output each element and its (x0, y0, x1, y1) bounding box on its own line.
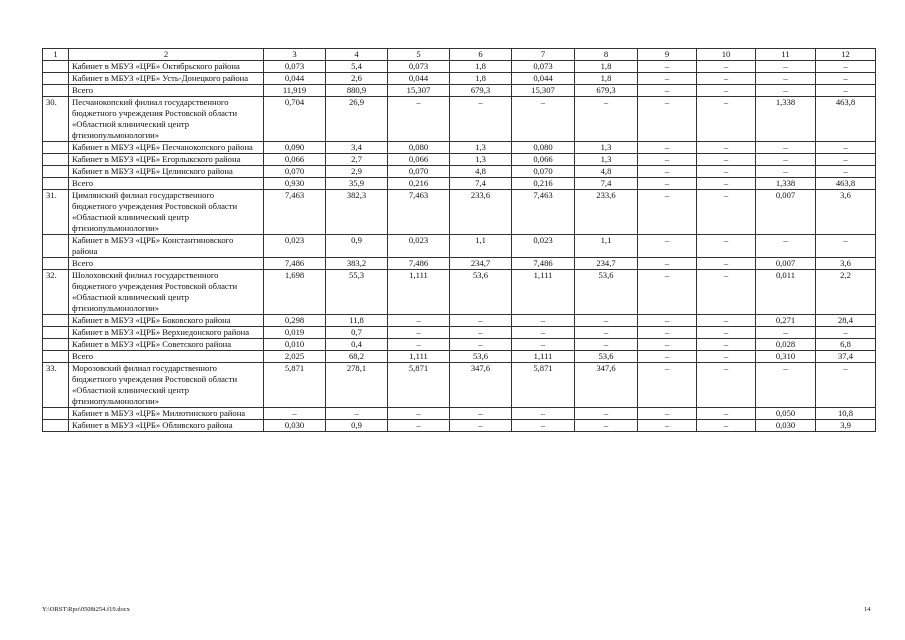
institution-name: Всего (69, 85, 264, 97)
value-cell: 383,2 (326, 258, 388, 270)
row-number: 30. (43, 97, 69, 142)
value-cell: 1,8 (575, 61, 638, 73)
value-cell: 679,3 (575, 85, 638, 97)
institution-name: Кабинет в МБУЗ «ЦРБ» Константиновского района (69, 235, 264, 258)
column-number: 4 (326, 49, 388, 61)
value-cell: – (697, 363, 756, 408)
value-cell: 1,698 (264, 270, 326, 315)
value-cell: – (512, 327, 575, 339)
value-cell: 1,111 (388, 270, 450, 315)
value-cell: – (388, 408, 450, 420)
value-cell: 278,1 (326, 363, 388, 408)
value-cell: 234,7 (575, 258, 638, 270)
value-cell: 0,066 (512, 154, 575, 166)
value-cell: 1,111 (388, 351, 450, 363)
column-number: 9 (638, 49, 697, 61)
value-cell: 11,8 (326, 315, 388, 327)
value-cell: – (638, 258, 697, 270)
value-cell: – (756, 166, 816, 178)
value-cell: – (450, 408, 512, 420)
value-cell: 0,073 (512, 61, 575, 73)
value-cell: 2,025 (264, 351, 326, 363)
institution-name: Кабинет в МБУЗ «ЦРБ» Верхнедонского района (69, 327, 264, 339)
value-cell: 880,9 (326, 85, 388, 97)
value-cell: – (450, 339, 512, 351)
row-number (43, 73, 69, 85)
row-number (43, 142, 69, 154)
value-cell: 11,919 (264, 85, 326, 97)
institution-name: Кабинет в МБУЗ «ЦРБ» Усть-Донецкого района (69, 73, 264, 85)
value-cell: – (638, 339, 697, 351)
value-cell: 0,044 (388, 73, 450, 85)
value-cell: – (816, 61, 876, 73)
institution-name: Морозовский филиал государственного бюджетного учреждения Ростовской области «Областной клинический центр фтизиопульмонологии» (69, 363, 264, 408)
value-cell: – (697, 85, 756, 97)
column-number: 3 (264, 49, 326, 61)
value-cell: – (575, 315, 638, 327)
row-number (43, 154, 69, 166)
value-cell: – (388, 327, 450, 339)
row-number (43, 339, 69, 351)
row-number (43, 235, 69, 258)
value-cell: – (816, 327, 876, 339)
value-cell: 3,9 (816, 420, 876, 432)
institution-name: Кабинет в МБУЗ «ЦРБ» Обливского района (69, 420, 264, 432)
value-cell: – (697, 61, 756, 73)
value-cell: – (450, 327, 512, 339)
value-cell: 0,030 (264, 420, 326, 432)
value-cell: 1,111 (512, 270, 575, 315)
table-row (43, 85, 876, 97)
institution-name: Кабинет в МБУЗ «ЦРБ» Милютинского района (69, 408, 264, 420)
value-cell: – (816, 363, 876, 408)
institution-name: Кабинет в МБУЗ «ЦРБ» Советского района (69, 339, 264, 351)
column-number: 7 (512, 49, 575, 61)
value-cell: – (697, 154, 756, 166)
value-cell: 7,463 (512, 190, 575, 235)
value-cell: 53,6 (450, 351, 512, 363)
row-number (43, 420, 69, 432)
row-number: 32. (43, 270, 69, 315)
value-cell: – (638, 154, 697, 166)
value-cell: – (756, 85, 816, 97)
value-cell: 0,070 (388, 166, 450, 178)
value-cell: 53,6 (575, 351, 638, 363)
value-cell: 0,070 (512, 166, 575, 178)
value-cell: – (638, 327, 697, 339)
value-cell: 10,8 (816, 408, 876, 420)
file-path: Y:\ORST\Rpo\0508t254.f19.docx (42, 606, 130, 613)
value-cell: – (697, 258, 756, 270)
value-cell: 0,080 (388, 142, 450, 154)
value-cell: 1,8 (575, 73, 638, 85)
value-cell: 2,6 (326, 73, 388, 85)
value-cell: – (638, 420, 697, 432)
column-number: 12 (816, 49, 876, 61)
value-cell: 1,3 (575, 142, 638, 154)
value-cell: 0,011 (756, 270, 816, 315)
value-cell: 0,019 (264, 327, 326, 339)
value-cell: 7,486 (388, 258, 450, 270)
table-row (43, 190, 876, 235)
value-cell: 15,307 (512, 85, 575, 97)
value-cell: 15,307 (388, 85, 450, 97)
value-cell: – (326, 408, 388, 420)
value-cell: – (697, 327, 756, 339)
value-cell: 1,1 (575, 235, 638, 258)
value-cell: 0,216 (388, 178, 450, 190)
value-cell: – (756, 327, 816, 339)
value-cell: – (697, 97, 756, 142)
value-cell: – (697, 270, 756, 315)
value-cell: 2,9 (326, 166, 388, 178)
value-cell: – (697, 178, 756, 190)
value-cell: 0,010 (264, 339, 326, 351)
institution-name: Кабинет в МБУЗ «ЦРБ» Егорлыкского района (69, 154, 264, 166)
row-number (43, 315, 69, 327)
value-cell: 0,044 (512, 73, 575, 85)
institution-name: Кабинет в МБУЗ «ЦРБ» Целинского района (69, 166, 264, 178)
value-cell: – (638, 142, 697, 154)
value-cell: – (697, 315, 756, 327)
value-cell: – (697, 408, 756, 420)
value-cell: 0,930 (264, 178, 326, 190)
value-cell: – (816, 73, 876, 85)
value-cell: 7,4 (575, 178, 638, 190)
data-table (42, 48, 876, 432)
table-row (43, 339, 876, 351)
value-cell: 0,030 (756, 420, 816, 432)
row-number (43, 178, 69, 190)
value-cell: 0,298 (264, 315, 326, 327)
institution-name: Кабинет в МБУЗ «ЦРБ» Боковского района (69, 315, 264, 327)
value-cell: – (388, 339, 450, 351)
value-cell: – (638, 363, 697, 408)
value-cell: – (638, 235, 697, 258)
row-number (43, 166, 69, 178)
value-cell: – (512, 97, 575, 142)
column-number-row (43, 49, 876, 61)
value-cell: 347,6 (575, 363, 638, 408)
value-cell: 2,2 (816, 270, 876, 315)
value-cell: 7,486 (264, 258, 326, 270)
column-number: 8 (575, 49, 638, 61)
table-row (43, 154, 876, 166)
column-number: 10 (697, 49, 756, 61)
value-cell: – (638, 85, 697, 97)
value-cell: – (638, 166, 697, 178)
value-cell: 0,310 (756, 351, 816, 363)
value-cell: – (638, 408, 697, 420)
value-cell: – (512, 339, 575, 351)
value-cell: 68,2 (326, 351, 388, 363)
value-cell: 1,1 (450, 235, 512, 258)
table-row (43, 420, 876, 432)
value-cell: – (264, 408, 326, 420)
value-cell: 0,023 (264, 235, 326, 258)
page-number: 14 (864, 606, 871, 613)
value-cell: 463,8 (816, 97, 876, 142)
table-row (43, 73, 876, 85)
value-cell: 37,4 (816, 351, 876, 363)
value-cell: 382,3 (326, 190, 388, 235)
value-cell: 0,044 (264, 73, 326, 85)
row-number (43, 327, 69, 339)
value-cell: 1,111 (512, 351, 575, 363)
value-cell: 463,8 (816, 178, 876, 190)
value-cell: 55,3 (326, 270, 388, 315)
value-cell: – (575, 97, 638, 142)
value-cell: – (697, 339, 756, 351)
value-cell: – (575, 408, 638, 420)
institution-name: Песчанокопский филиал государственного бюджетного учреждения Ростовской области «Областной клинический центр фтизиопульмонологии» (69, 97, 264, 142)
value-cell: – (756, 154, 816, 166)
value-cell: – (697, 351, 756, 363)
value-cell: 7,486 (512, 258, 575, 270)
value-cell: – (388, 315, 450, 327)
table-row (43, 235, 876, 258)
value-cell: – (638, 97, 697, 142)
value-cell: – (638, 270, 697, 315)
value-cell: 0,066 (264, 154, 326, 166)
value-cell: 6,8 (816, 339, 876, 351)
value-cell: 0,271 (756, 315, 816, 327)
value-cell: 1,338 (756, 178, 816, 190)
value-cell: – (697, 420, 756, 432)
value-cell: 233,6 (575, 190, 638, 235)
value-cell: 1,338 (756, 97, 816, 142)
value-cell: 0,9 (326, 420, 388, 432)
value-cell: 5,871 (388, 363, 450, 408)
table-row (43, 142, 876, 154)
value-cell: – (816, 142, 876, 154)
value-cell: – (638, 73, 697, 85)
value-cell: – (697, 190, 756, 235)
document-page (42, 48, 875, 432)
row-number (43, 351, 69, 363)
value-cell: – (816, 85, 876, 97)
value-cell: 0,070 (264, 166, 326, 178)
value-cell: – (756, 61, 816, 73)
value-cell: 679,3 (450, 85, 512, 97)
table-row (43, 166, 876, 178)
value-cell: 0,090 (264, 142, 326, 154)
value-cell: – (816, 154, 876, 166)
value-cell: 1,8 (450, 73, 512, 85)
value-cell: – (512, 420, 575, 432)
value-cell: 7,463 (264, 190, 326, 235)
table-row (43, 270, 876, 315)
value-cell: 28,4 (816, 315, 876, 327)
value-cell: – (638, 315, 697, 327)
value-cell: – (697, 166, 756, 178)
value-cell: 234,7 (450, 258, 512, 270)
value-cell: 233,6 (450, 190, 512, 235)
value-cell: 26,9 (326, 97, 388, 142)
value-cell: – (638, 351, 697, 363)
value-cell: – (512, 408, 575, 420)
value-cell: – (450, 315, 512, 327)
table-row (43, 97, 876, 142)
institution-name: Кабинет в МБУЗ «ЦРБ» Песчанокопского района (69, 142, 264, 154)
institution-name: Цимлянский филиал государственного бюджетного учреждения Ростовской области «Областной клинический центр фтизиопульмонологии» (69, 190, 264, 235)
value-cell: – (756, 142, 816, 154)
value-cell: 5,871 (512, 363, 575, 408)
value-cell: – (756, 363, 816, 408)
value-cell: 0,007 (756, 258, 816, 270)
value-cell: – (575, 327, 638, 339)
table-row (43, 351, 876, 363)
value-cell: 53,6 (575, 270, 638, 315)
value-cell: 3,4 (326, 142, 388, 154)
value-cell: 1,8 (450, 61, 512, 73)
value-cell: – (450, 97, 512, 142)
value-cell: – (638, 190, 697, 235)
value-cell: 3,6 (816, 258, 876, 270)
table-row (43, 327, 876, 339)
table-row (43, 408, 876, 420)
row-number: 31. (43, 190, 69, 235)
value-cell: 0,023 (512, 235, 575, 258)
value-cell: 0,7 (326, 327, 388, 339)
value-cell: 0,216 (512, 178, 575, 190)
table-row (43, 61, 876, 73)
column-number: 11 (756, 49, 816, 61)
value-cell: 0,073 (388, 61, 450, 73)
institution-name: Шолоховский филиал государственного бюджетного учреждения Ростовской области «Областной клинический центр фтизиопульмонологии» (69, 270, 264, 315)
value-cell: – (388, 420, 450, 432)
row-number (43, 258, 69, 270)
value-cell: 4,8 (450, 166, 512, 178)
value-cell: 7,4 (450, 178, 512, 190)
value-cell: 1,3 (450, 142, 512, 154)
value-cell: 1,3 (575, 154, 638, 166)
value-cell: 3,6 (816, 190, 876, 235)
institution-name: Всего (69, 351, 264, 363)
value-cell: 53,6 (450, 270, 512, 315)
value-cell: – (697, 142, 756, 154)
value-cell: 0,704 (264, 97, 326, 142)
value-cell: 35,9 (326, 178, 388, 190)
row-number (43, 408, 69, 420)
column-number: 2 (69, 49, 264, 61)
value-cell: 0,080 (512, 142, 575, 154)
table-row (43, 315, 876, 327)
institution-name: Кабинет в МБУЗ «ЦРБ» Октябрьского района (69, 61, 264, 73)
value-cell: – (816, 235, 876, 258)
institution-name: Всего (69, 178, 264, 190)
value-cell: – (450, 420, 512, 432)
value-cell: 0,023 (388, 235, 450, 258)
row-number (43, 61, 69, 73)
value-cell: 7,463 (388, 190, 450, 235)
value-cell: 2,7 (326, 154, 388, 166)
value-cell: – (697, 235, 756, 258)
row-number: 33. (43, 363, 69, 408)
value-cell: – (816, 166, 876, 178)
value-cell: – (756, 73, 816, 85)
value-cell: 347,6 (450, 363, 512, 408)
value-cell: 0,9 (326, 235, 388, 258)
value-cell: – (638, 61, 697, 73)
value-cell: – (575, 420, 638, 432)
value-cell: 0,4 (326, 339, 388, 351)
value-cell: – (638, 178, 697, 190)
value-cell: 1,3 (450, 154, 512, 166)
value-cell: 0,007 (756, 190, 816, 235)
column-number: 5 (388, 49, 450, 61)
row-number (43, 85, 69, 97)
value-cell: – (697, 73, 756, 85)
column-number: 6 (450, 49, 512, 61)
column-number: 1 (43, 49, 69, 61)
table-row (43, 363, 876, 408)
value-cell: – (756, 235, 816, 258)
value-cell: – (388, 97, 450, 142)
value-cell: 0,066 (388, 154, 450, 166)
value-cell: 4,8 (575, 166, 638, 178)
value-cell: 5,871 (264, 363, 326, 408)
value-cell: 0,050 (756, 408, 816, 420)
value-cell: 0,028 (756, 339, 816, 351)
value-cell: – (575, 339, 638, 351)
table-row (43, 258, 876, 270)
value-cell: 0,073 (264, 61, 326, 73)
value-cell: – (512, 315, 575, 327)
value-cell: 5,4 (326, 61, 388, 73)
table-row (43, 178, 876, 190)
institution-name: Всего (69, 258, 264, 270)
